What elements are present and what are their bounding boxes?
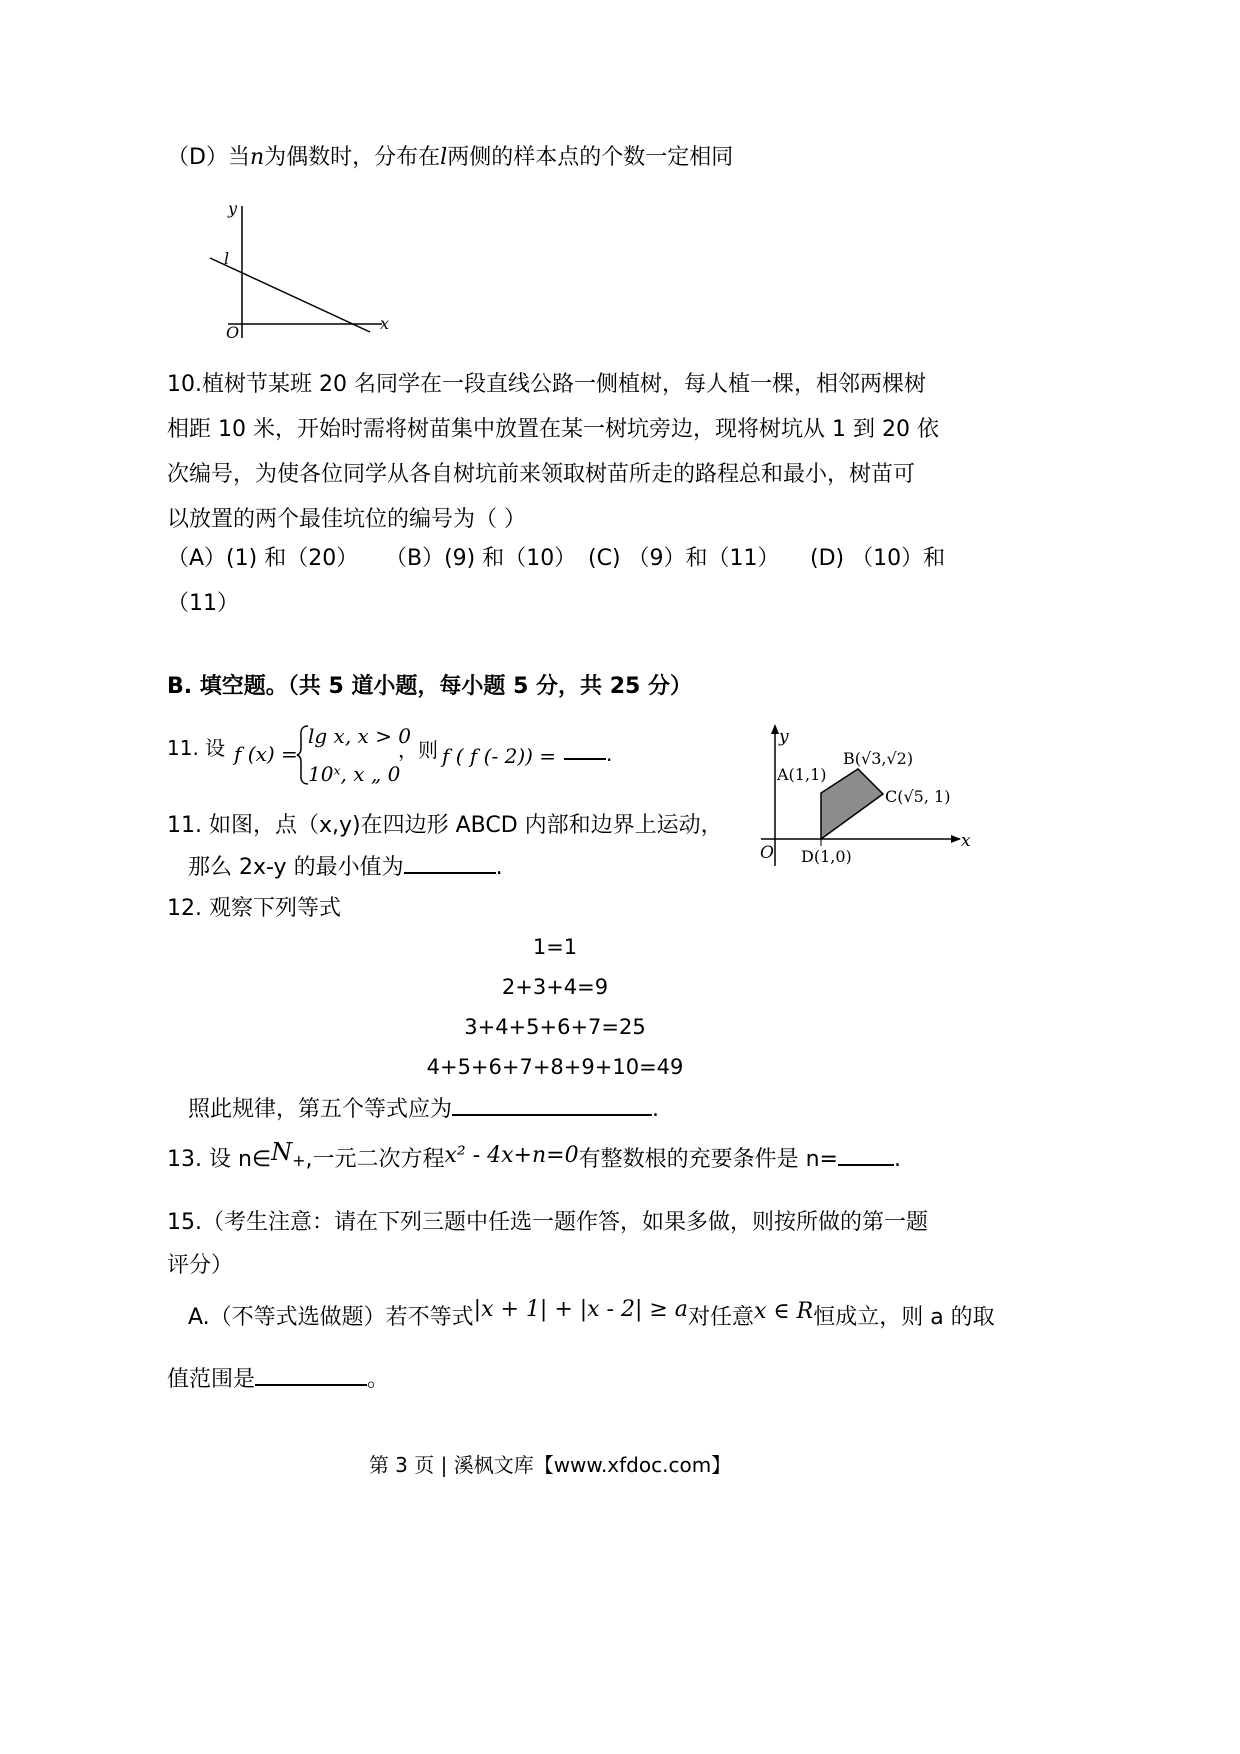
q10-line-3: 次编号，为使各位同学从各自树坑前来领取树苗所走的路程总和最小，树苗可: [167, 462, 916, 487]
q15-answer-blank[interactable]: [255, 1384, 367, 1386]
q11a-end: .: [606, 742, 613, 766]
q12-title: 12. 观察下列等式: [167, 896, 341, 921]
q9-line-l: [210, 258, 370, 332]
q12-eq-1: 1=1: [532, 935, 578, 959]
q11-point-c: C(√5, 1): [885, 787, 951, 806]
q11a-answer-blank[interactable]: [564, 756, 606, 760]
q10-option-d-wrap: （11）: [167, 591, 239, 616]
q11a-expr: f ( f (- 2)) =: [442, 744, 557, 768]
q11-y-label: y: [779, 727, 789, 747]
section-b-title: B. 填空题。（共 5 道小题，每小题 5 分，共 25 分）: [167, 674, 692, 699]
q10-line-4: 以放置的两个最佳坑位的编号为（ ）: [167, 507, 526, 532]
q11-x-label: x: [961, 831, 971, 851]
q11-point-a: A(1,1): [777, 765, 827, 784]
q9-option-d: （D）当n为偶数时，分布在l两侧的样本点的个数一定相同: [167, 145, 734, 170]
q15-a-line-2: 值范围是 。: [167, 1367, 390, 1392]
q12-eq-2: 2+3+4=9: [501, 975, 609, 999]
q12-rule: 照此规律，第五个等式应为 .: [188, 1097, 660, 1122]
q9-l-label: l: [224, 249, 230, 268]
q10-option-c: (C) （9）和（11）: [588, 546, 780, 571]
q11b-line-1: 11. 如图，点（x,y)在四边形 ABCD 内部和边界上运动，: [167, 813, 723, 838]
q11a-prefix: 11. 设: [167, 736, 226, 760]
q12-answer-blank[interactable]: [452, 1114, 652, 1116]
q11-point-b: B(√3,√2): [843, 749, 914, 768]
q9-y-label: y: [228, 199, 238, 218]
q15-line-2: 评分）: [167, 1253, 234, 1278]
q11a-then: ，则: [398, 738, 438, 762]
q10-option-a: （A）(1) 和（20）: [167, 546, 359, 571]
q10-option-b: （B）(9) 和（10）: [385, 546, 577, 571]
q11-region-abcd: [821, 769, 883, 839]
q10-line-1: 10.植树节某班 20 名同学在一段直线公路一侧植树，每人植一棵，相邻两棵树: [167, 372, 926, 397]
q9-graph: [200, 198, 400, 348]
q13-answer-blank[interactable]: [838, 1164, 894, 1166]
q10-line-2: 相距 10 米，开始时需将树苗集中放置在某一树坑旁边，现将树坑从 1 到 20 依: [167, 417, 939, 442]
q10-option-d: (D) （10）和: [810, 546, 946, 571]
q11-graph: [755, 718, 975, 870]
q11-point-d: D(1,0): [801, 847, 852, 866]
q9-x-label: x: [380, 314, 390, 333]
q12-eq-3: 3+4+5+6+7=25: [464, 1015, 646, 1039]
q13: 13. 设 n∈N+,一元二次方程x² - 4x+n=0有整数根的充要条件是 n= .: [167, 1138, 901, 1172]
q11-origin-label: O: [760, 843, 774, 863]
q11a-case-1: lg x, x > 0: [308, 724, 412, 748]
q11b-answer-blank[interactable]: [404, 872, 496, 874]
q11a-case-2: 10ˣ, x „ 0: [308, 762, 401, 786]
q12-eq-4: 4+5+6+7+8+9+10=49: [426, 1055, 684, 1079]
q15-a-line-1: A.（不等式选做题）若不等式|x + 1| + |x - 2| ≥ a对任意x ∈ R恒成立，则 a 的取: [188, 1297, 995, 1330]
q15-line-1: 15.（考生注意：请在下列三题中任选一题作答，如果多做，则按所做的第一题: [167, 1210, 928, 1235]
q11a-fx: f (x) =: [234, 742, 298, 766]
page-footer: 第 3 页 | 溪枫文库【www.xfdoc.com】: [368, 1453, 732, 1477]
q9-origin-label: O: [226, 323, 240, 342]
q11b-line-2: 那么 2x-y 的最小值为 .: [188, 855, 503, 880]
